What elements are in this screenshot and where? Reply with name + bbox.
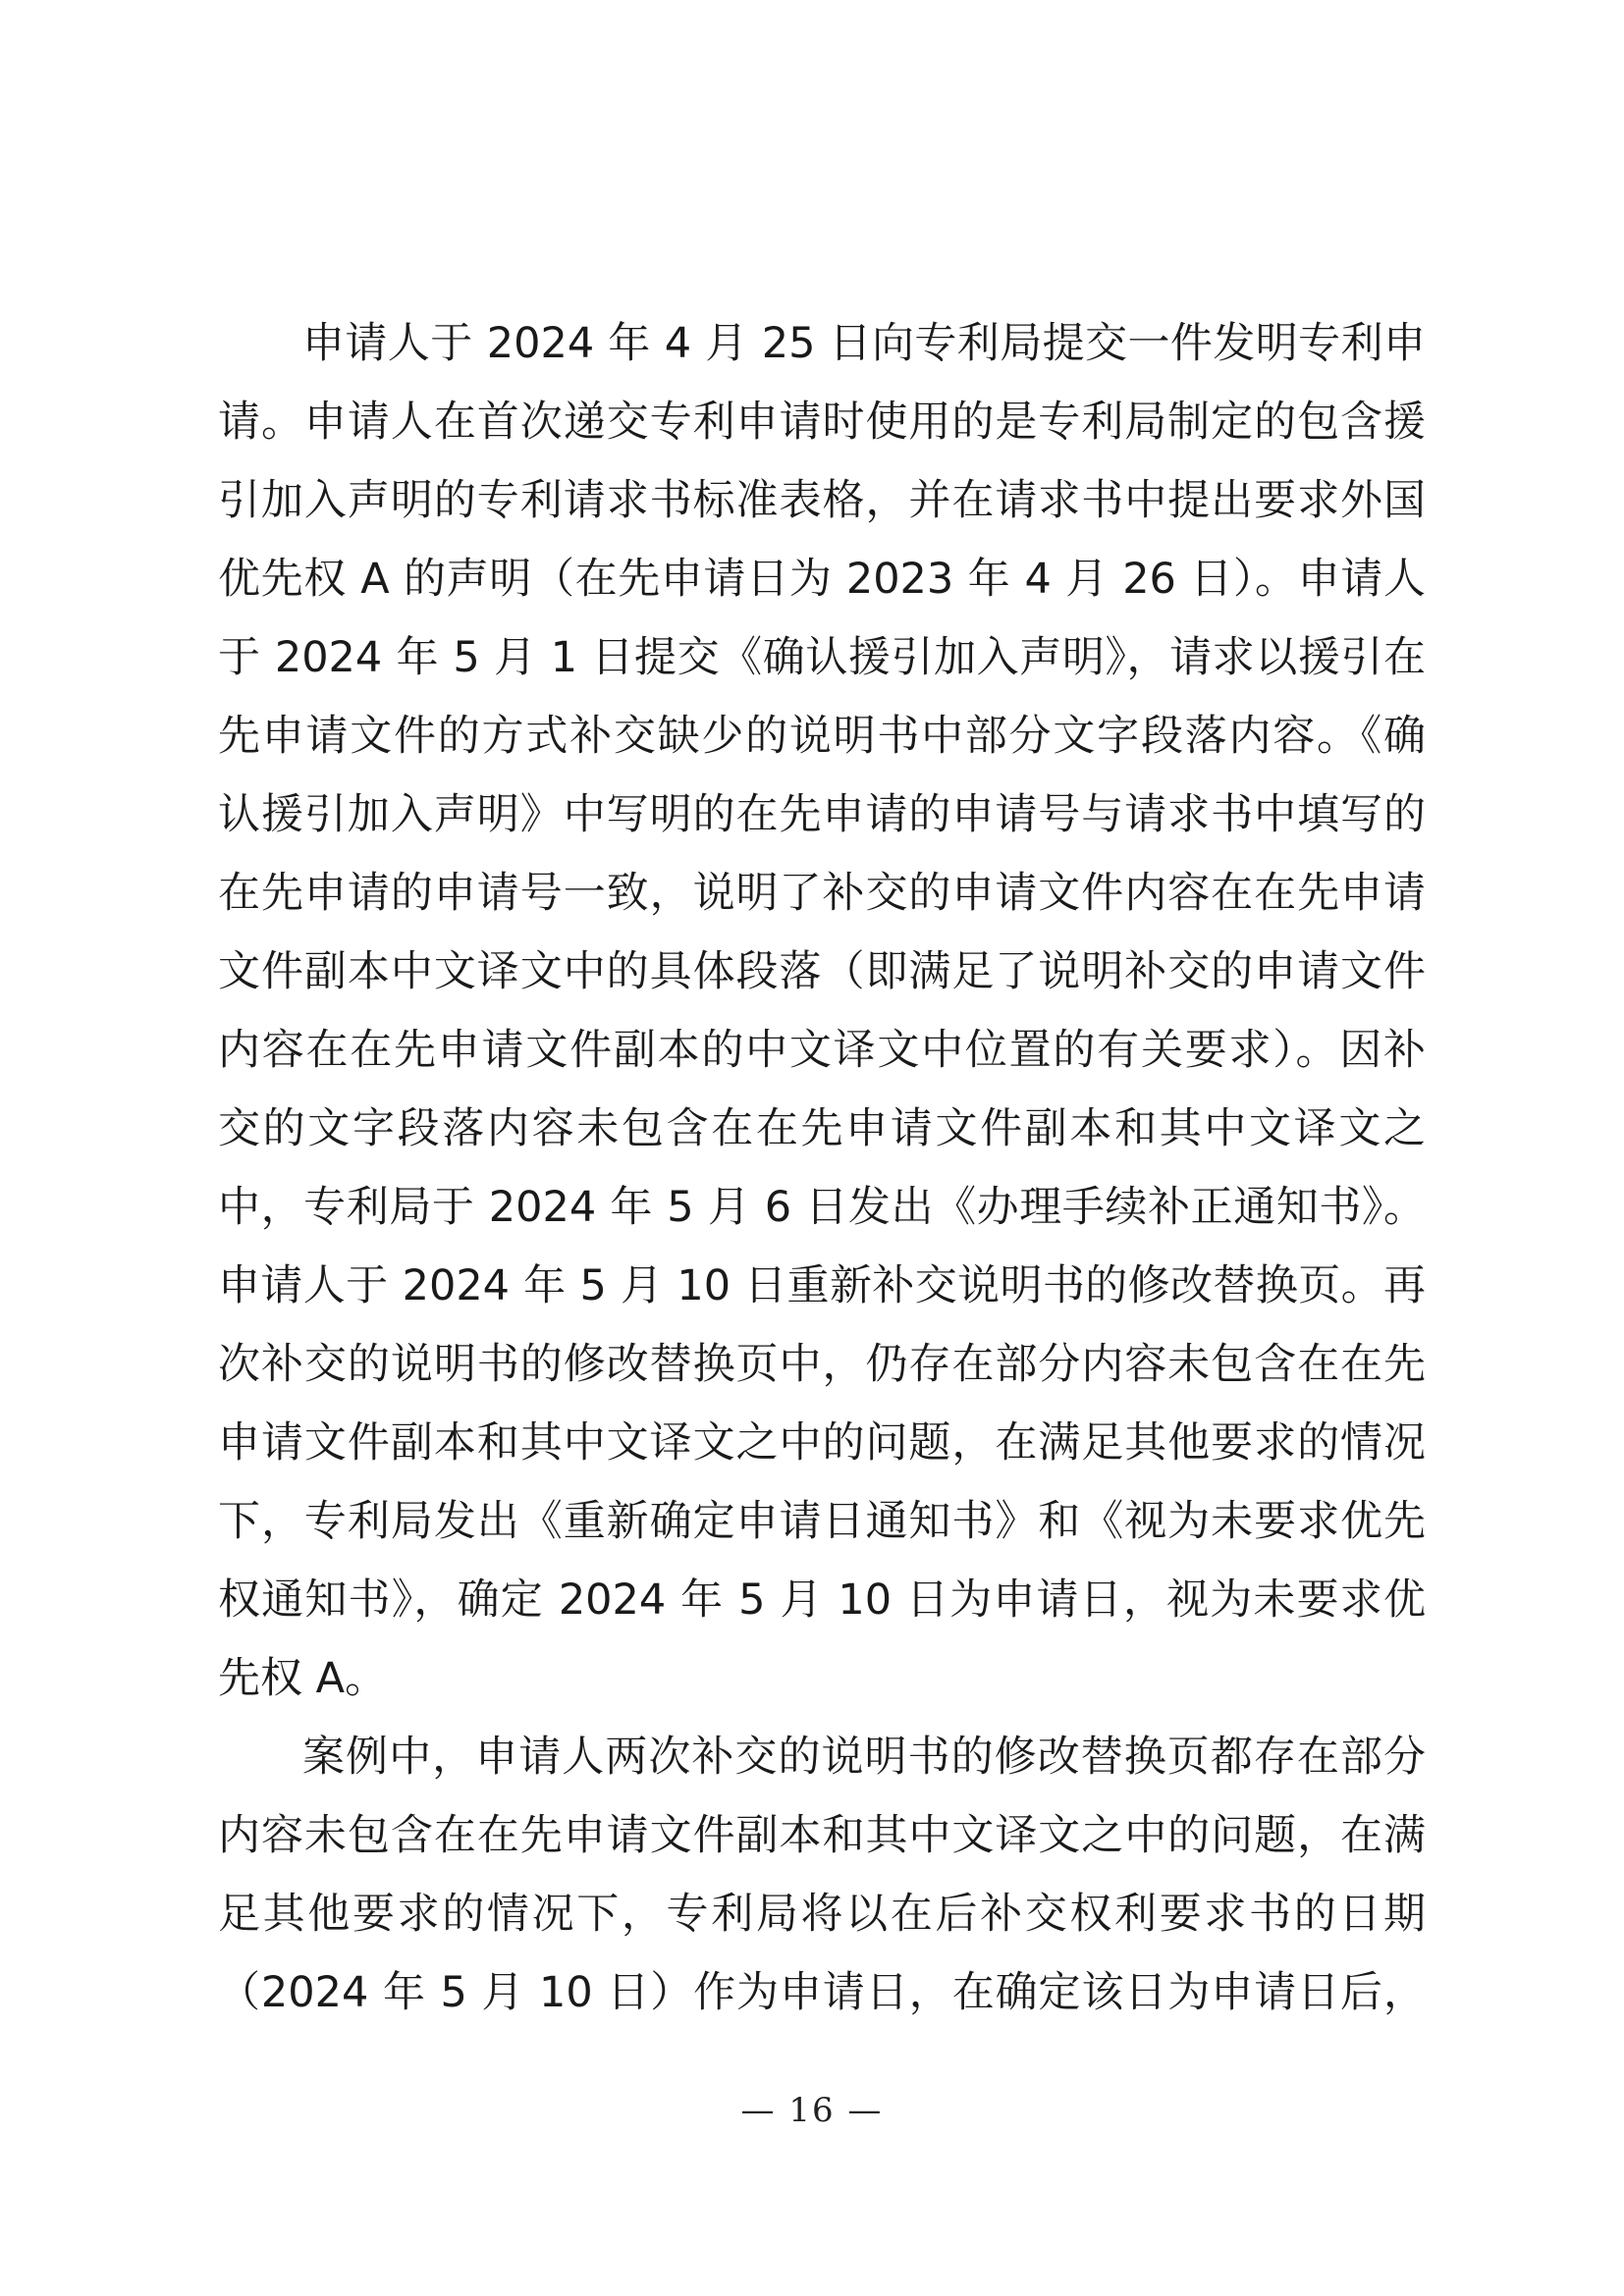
paragraph-2-line-1: [218, 1718, 1426, 1796]
paragraph-1-line-16: [218, 1482, 1426, 1561]
text-line: 内容未包含在在先申请文件副本和其中文译文之中的问题，在满: [218, 1811, 1426, 1860]
text-line: 先权 A。: [218, 1654, 388, 1703]
text-line: 请。申请人在首次递交专利申请时使用的是专利局制定的包含援: [218, 398, 1426, 447]
paragraph-1-line-6: [218, 697, 1426, 775]
text-line: 先申请文件的方式补交缺少的说明书中部分文字段落内容。《确: [218, 712, 1426, 761]
page-number: — 16 —: [740, 2091, 884, 2130]
text-line: 下，专利局发出《重新确定申请日通知书》和《视为未要求优先: [218, 1497, 1426, 1546]
paragraph-1-line-4: [218, 540, 1426, 618]
text-line: 内容在在先申请文件副本的中文译文中位置的有关要求）。因补: [218, 1026, 1426, 1075]
text-line: 足其他要求的情况下，专利局将以在后补交权利要求书的日期: [218, 1890, 1426, 1939]
paragraph-2-line-4: [218, 1953, 1426, 2032]
text-line: 认援引加入声明》中写明的在先申请的申请号与请求书中填写的: [218, 790, 1426, 839]
text-line: 申请人于 2024 年 5 月 10 日重新补交说明书的修改替换页。再: [218, 1261, 1426, 1310]
text-line: （2024 年 5 月 10 日）作为申请日，在确定该日为申请日后，: [218, 1968, 1426, 2017]
paragraph-1-line-1: [218, 304, 1426, 383]
text-line: 权通知书》，确定 2024 年 5 月 10 日为申请日，视为未要求优: [218, 1575, 1426, 1625]
paragraph-1-line-14: [218, 1325, 1426, 1404]
paragraph-1-line-5: [218, 618, 1426, 697]
paragraph-1-line-12: [218, 1168, 1426, 1247]
text-line: 交的文字段落内容未包含在在先申请文件副本和其中文译文之: [218, 1104, 1426, 1153]
text-line: 于 2024 年 5 月 1 日提交《确认援引加入声明》，请求以援引在: [218, 633, 1426, 682]
text-line: 次补交的说明书的修改替换页中，仍存在部分内容未包含在在先: [218, 1340, 1426, 1389]
text-line: 中，专利局于 2024 年 5 月 6 日发出《办理手续补正通知书》。: [218, 1183, 1426, 1232]
paragraph-1-line-13: [218, 1247, 1426, 1325]
paragraph-2-line-2: [218, 1796, 1426, 1875]
paragraph-1-line-10: [218, 1011, 1426, 1090]
paragraph-1-line-18: [218, 1639, 1426, 1718]
text-line: 申请文件副本和其中文译文之中的问题，在满足其他要求的情况: [218, 1418, 1426, 1468]
text-line: 案例中，申请人两次补交的说明书的修改替换页都存在部分: [302, 1733, 1426, 1782]
paragraph-2-line-3: [218, 1875, 1426, 1953]
paragraph-1-line-3: [218, 461, 1426, 540]
text-line: 申请人于 2024 年 4 月 25 日向专利局提交一件发明专利申: [302, 319, 1426, 368]
text-line: 文件副本中文译文中的具体段落（即满足了说明补交的申请文件: [218, 947, 1426, 996]
text-line: 优先权 A 的声明（在先申请日为 2023 年 4 月 26 日）。申请人: [218, 555, 1426, 604]
text-line: 引加入声明的专利请求书标准表格，并在请求书中提出要求外国: [218, 476, 1426, 525]
paragraph-1-line-17: [218, 1561, 1426, 1639]
paragraph-1-line-2: [218, 383, 1426, 461]
text-line: 在先申请的申请号一致，说明了补交的申请文件内容在在先申请: [218, 869, 1426, 918]
body-text: [218, 304, 1426, 2032]
paragraph-1-line-9: [218, 933, 1426, 1011]
paragraph-1-line-8: [218, 854, 1426, 933]
paragraph-1-line-11: [218, 1090, 1426, 1168]
paragraph-1-line-7: [218, 775, 1426, 854]
paragraph-1-line-15: [218, 1404, 1426, 1482]
